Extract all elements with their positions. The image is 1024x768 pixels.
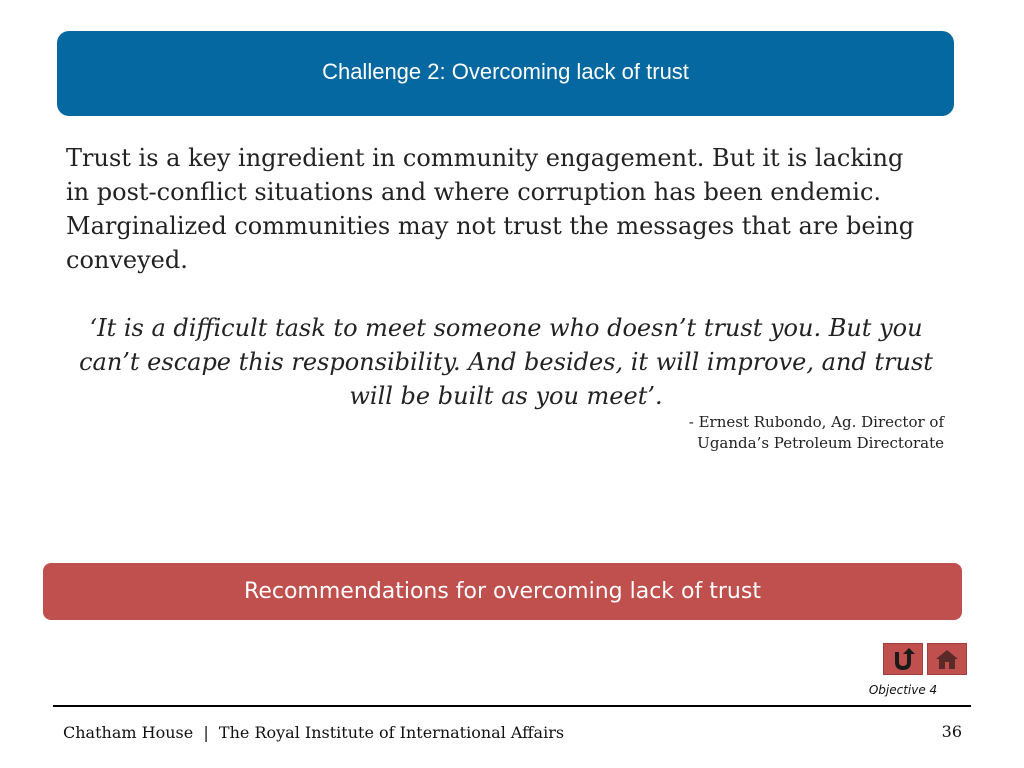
slide-title: Challenge 2: Overcoming lack of trust [322, 58, 689, 84]
page-number: 36 [941, 722, 962, 741]
footer-divider [53, 705, 971, 707]
recommendations-button[interactable] [43, 563, 962, 620]
home-button[interactable] [927, 643, 967, 675]
quote-attribution [544, 412, 944, 454]
footer-text: Chatham House | The Royal Institute of International Affairs [63, 723, 565, 742]
back-button[interactable] [883, 643, 923, 675]
objective-label[interactable]: Objective 4 [868, 683, 938, 697]
quote-text: ‘It is a difficult task to meet someone who doesn’t trust you. But you can’t escape this responsibility. And besides, it will improve, and trust will be built as you meet’. [79, 314, 933, 410]
attribution-line-2: Uganda’s Petroleum Directorate [697, 434, 944, 452]
body-paragraph: Trust is a key ingredient in community engagement. But it is lacking in post-conflict situations and where corruption has been endemic. Marginalized communities may not trust the messages that are being conveyed. [66, 144, 915, 274]
title-bar [57, 31, 954, 116]
home-icon [934, 648, 960, 670]
recommendations-button-label: Recommendations for overcoming lack of trust [244, 579, 761, 604]
attribution-line-1: - Ernest Rubondo, Ag. Director of [688, 413, 944, 431]
u-turn-back-icon [890, 647, 916, 671]
